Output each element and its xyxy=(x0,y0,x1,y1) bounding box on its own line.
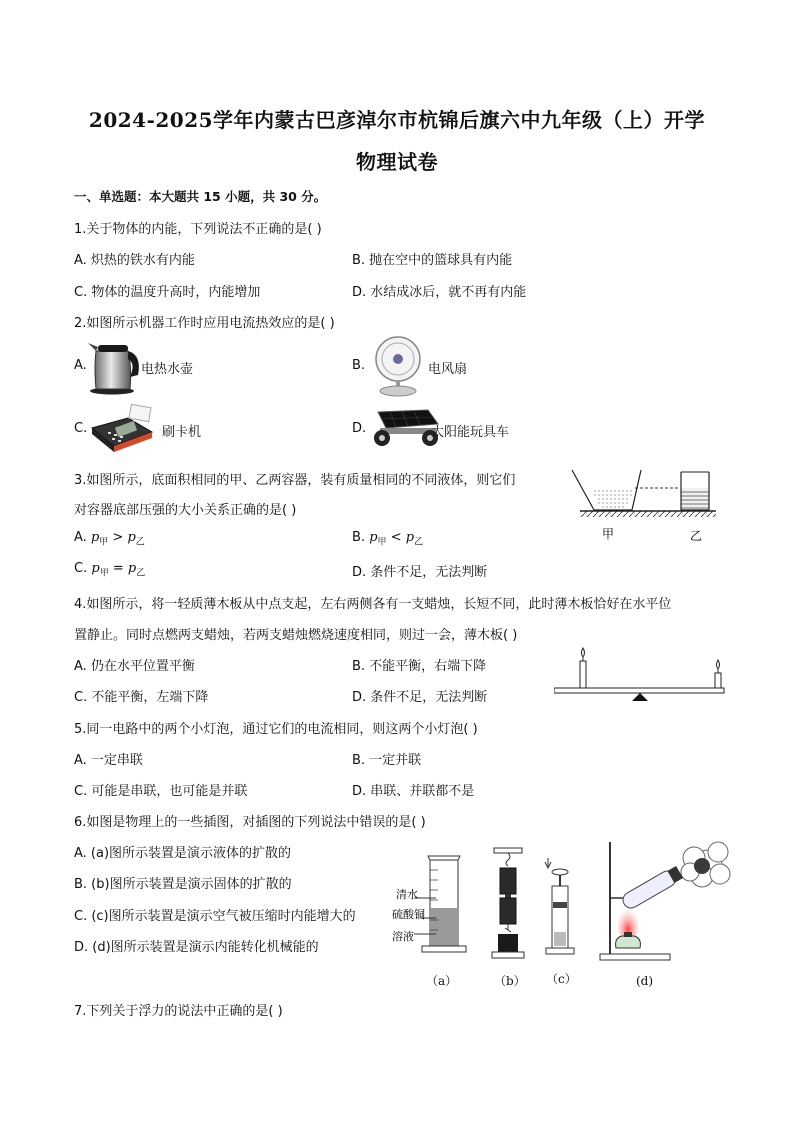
container-label-yi: 乙 xyxy=(690,529,703,543)
q2-option-b-letter: B. xyxy=(352,358,366,373)
q5-option-d: D. 串联、并联都不是 xyxy=(352,784,475,799)
q2-option-d-label: 太阳能玩具车 xyxy=(431,425,510,440)
container-label-jia: 甲 xyxy=(602,527,615,541)
electric-fan-image xyxy=(368,335,428,397)
label-solution: 溶液 xyxy=(392,930,414,943)
q5-option-a: A. 一定串联 xyxy=(74,753,143,768)
label-clear-water: 清水 xyxy=(396,888,418,901)
q3-option-d: D. 条件不足，无法判断 xyxy=(352,565,488,580)
air-compression-figure xyxy=(542,846,578,962)
q4-stem-line1: 4.如图所示，将一轻质薄木板从中点支起，左右两侧各有一支蜡烛，长短不同，此时薄木板恰好在水平位 xyxy=(74,597,672,612)
q5-stem: 5.同一电路中的两个小灯泡，通过它们的电流相同，则这两个小灯泡( ) xyxy=(74,722,478,737)
q2-stem: 2.如图所示机器工作时应用电流热效应的是( ) xyxy=(74,316,335,331)
q1-option-d: D. 水结成冰后，就不再有内能 xyxy=(352,285,527,300)
caption-b: （b） xyxy=(494,974,526,988)
electric-kettle-image xyxy=(88,337,142,395)
q2-option-a-letter: A. xyxy=(74,358,87,373)
caption-d: (d) xyxy=(636,974,654,988)
q3-option-a: A. $p_甲 > p_乙$ xyxy=(74,530,145,548)
q1-option-a: A. 炽热的铁水有内能 xyxy=(74,253,195,268)
q5-option-b: B. 一定并联 xyxy=(352,753,422,768)
q3-stem-line1: 3.如图所示，底面积相同的甲、乙两容器，装有质量相同的不同液体，则它们 xyxy=(74,473,516,488)
q7-stem: 7.下列关于浮力的说法中正确的是( ) xyxy=(74,1004,283,1019)
q1-stem: 1.关于物体的内能，下列说法不正确的是( ) xyxy=(74,222,322,237)
q3-stem-line2: 对容器底部压强的大小关系正确的是( ) xyxy=(74,503,297,518)
q2-option-a-label: 电热水壶 xyxy=(141,362,194,377)
q6-option-a: A. (a)图所示装置是演示液体的扩散的 xyxy=(74,846,292,861)
q4-option-c: C. 不能平衡，左端下降 xyxy=(74,690,209,705)
lead-blocks-figure xyxy=(488,846,528,962)
q6-option-b: B. (b)图所示装置是演示固体的扩散的 xyxy=(74,877,292,892)
q3-option-c: C. $p_甲 = p_乙$ xyxy=(74,561,146,579)
q2-option-c-label: 刷卡机 xyxy=(162,425,202,440)
q4-option-d: D. 条件不足，无法判断 xyxy=(352,690,488,705)
q4-stem-line2: 置静止。同时点燃两支蜡烛，若两支蜡烛燃烧速度相同，则过一会，薄木板( ) xyxy=(74,628,518,643)
test-tube-steam-figure xyxy=(598,836,734,966)
q6-option-d: D. (d)图所示装置是演示内能转化机械能的 xyxy=(74,940,319,955)
q4-option-a: A. 仍在水平位置平衡 xyxy=(74,659,195,674)
diffusion-cylinder-figure xyxy=(386,846,476,956)
q4-option-b: B. 不能平衡，右端下降 xyxy=(352,659,487,674)
candle-balance-figure xyxy=(554,646,726,702)
exam-title-line1: 2024-2025学年内蒙古巴彦淖尔市杭锦后旗六中九年级（上）开学 xyxy=(88,108,706,132)
containers-pressure-figure xyxy=(566,466,722,548)
section-heading: 一、单选题：本大题共 15 小题，共 30 分。 xyxy=(74,189,327,204)
q2-option-d-letter: D. xyxy=(352,421,367,436)
caption-a: （a） xyxy=(426,974,458,988)
q1-option-c: C. 物体的温度升高时，内能增加 xyxy=(74,285,261,300)
exam-title-line2: 物理试卷 xyxy=(356,150,438,174)
card-reader-image xyxy=(88,404,156,452)
caption-c: （c） xyxy=(546,972,577,986)
q5-option-c: C. 可能是串联，也可能是并联 xyxy=(74,784,248,799)
q1-option-b: B. 抛在空中的篮球具有内能 xyxy=(352,253,513,268)
q3-option-b: B. $p_甲 < p_乙$ xyxy=(352,530,424,548)
q6-option-c: C. (c)图所示装置是演示空气被压缩时内能增大的 xyxy=(74,909,356,924)
label-copper-sulfate: 硫酸铜 xyxy=(392,908,425,921)
q2-option-c-letter: C. xyxy=(74,421,88,436)
q6-stem: 6.如图是物理上的一些插图，对插图的下列说法中错误的是( ) xyxy=(74,815,426,830)
q2-option-b-label: 电风扇 xyxy=(428,362,468,377)
